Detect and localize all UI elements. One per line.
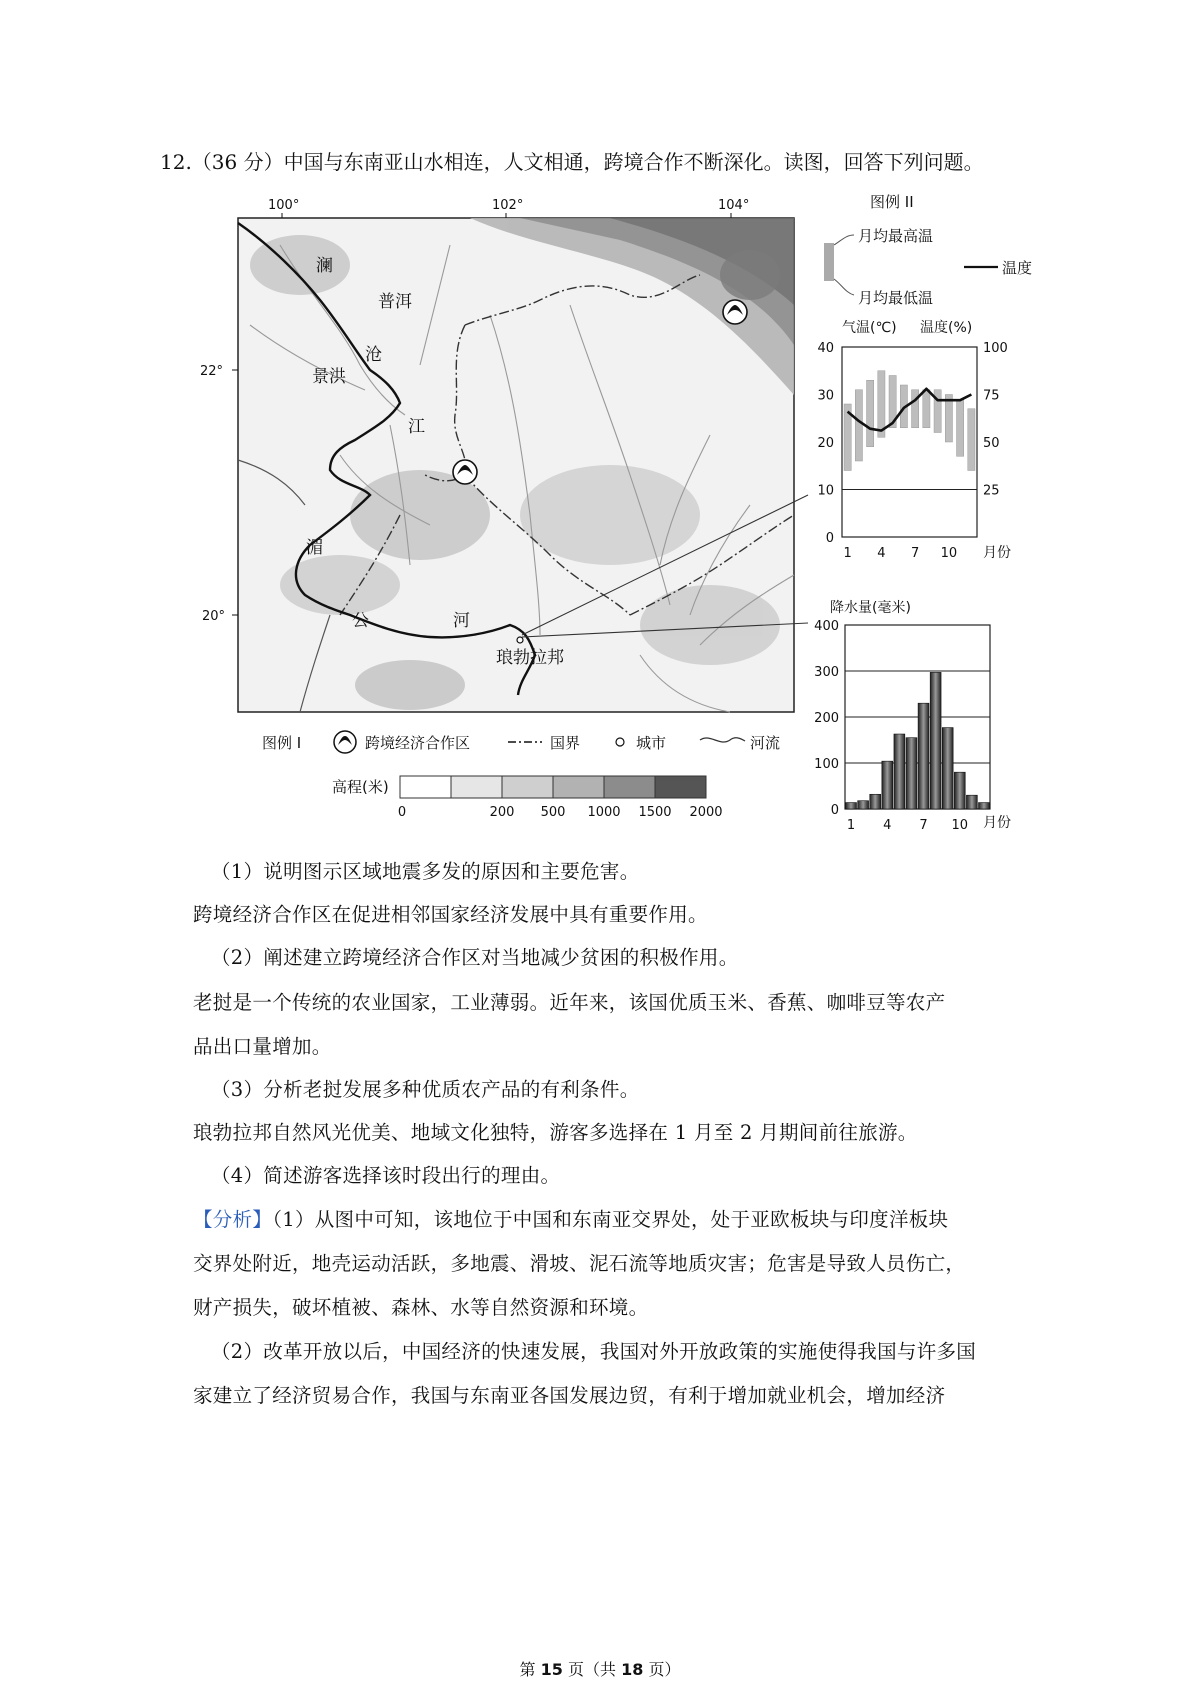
temp-range-bar: [923, 390, 930, 428]
analysis-1c: 财产损失，破坏植被、森林、水等自然资源和环境。: [193, 1296, 649, 1319]
figure: [190, 185, 1060, 835]
paragraph-1: 跨境经济合作区在促进相邻国家经济发展中具有重要作用。: [193, 903, 708, 926]
temp-ytick-left: 30: [817, 388, 834, 404]
temp-range-bar: [855, 390, 862, 461]
label-jiang: 江: [408, 417, 425, 437]
elevation-label: 高程(米): [332, 778, 389, 796]
precip-bar: [894, 734, 905, 809]
legend1-title: 图例 I: [262, 734, 302, 752]
precip-xtick: 10: [951, 818, 969, 833]
analysis-2a: （2）改革开放以后，中国经济的快速发展，我国对外开放政策的实施使得我国与许多国: [211, 1340, 977, 1363]
question-4: （4）简述游客选择该时段出行的理由。: [211, 1164, 561, 1187]
label-jinghong: 景洪: [312, 367, 346, 387]
lat-label: 22°: [200, 364, 224, 379]
temp-xtick: 1: [843, 546, 852, 561]
label-he: 河: [453, 611, 470, 631]
elevation-swatch: [400, 776, 451, 798]
temp-range-bar: [968, 409, 975, 471]
precip-title: 降水量(毫米): [830, 600, 911, 616]
temp-range-bar: [945, 395, 952, 443]
precip-xtick: 7: [919, 818, 928, 833]
elevation-scale: [398, 776, 723, 820]
precip-ytick: 0: [830, 803, 839, 818]
legend2-line: 温度: [1002, 259, 1033, 277]
temp-range-bar: [878, 371, 885, 438]
elevation-swatch: [451, 776, 502, 798]
question-3: （3）分析老挝发展多种优质农产品的有利条件。: [211, 1078, 640, 1101]
precip-bar: [870, 794, 881, 809]
question-header: 12.（36 分）中国与东南亚山水相连，人文相通，跨境合作不断深化。读图，回答下列问题。: [160, 150, 984, 174]
precip-xlabel: 月份: [983, 815, 1011, 831]
legend1-zone: 跨境经济合作区: [365, 734, 471, 752]
map: [200, 198, 808, 712]
temp-ylabel-left: 气温(℃): [842, 320, 897, 336]
temp-ylabel-right: 温度(%): [920, 320, 973, 336]
temp-range-bar: [912, 390, 919, 428]
precip-bar: [954, 772, 965, 809]
footer-mid: 页（共: [562, 1660, 622, 1679]
temp-range-bar: [867, 380, 874, 447]
temp-xtick: 4: [877, 546, 886, 561]
precip-ytick: 100: [814, 757, 839, 772]
legend-1: [262, 731, 780, 820]
temp-xtick: 10: [940, 546, 958, 561]
elevation-tick: 2000: [689, 805, 723, 820]
precip-bar: [918, 703, 929, 809]
analysis-1a-text: （1）从图中可知，该地位于中国和东南亚交界处，处于亚欧板块与印度洋板块: [272, 1208, 949, 1231]
elevation-swatch: [604, 776, 655, 798]
footer-page-number: 15: [540, 1660, 563, 1679]
lon-label: 100°: [268, 198, 300, 213]
legend2-min: 月均最低温: [858, 289, 934, 307]
temp-xtick: 7: [910, 546, 920, 561]
precip-bar: [846, 803, 857, 809]
precip-xtick: 1: [846, 818, 856, 833]
precip-bar: [882, 761, 893, 809]
precip-bar: [858, 801, 869, 809]
temperature-chart: [817, 319, 1011, 561]
legend1-border: 国界: [550, 734, 581, 752]
legend2-title: 图例 II: [870, 193, 914, 211]
paragraph-2a: 老挝是一个传统的农业国家，工业薄弱。近年来，该国优质玉米、香蕉、咖啡豆等农产: [193, 991, 946, 1014]
elevation-tick: 1000: [587, 805, 621, 820]
page-footer: [0, 1657, 1200, 1680]
elevation-tick: 500: [540, 805, 566, 820]
precip-bar: [979, 803, 990, 809]
legend1-river: 河流: [750, 734, 781, 752]
legend2-max: 月均最高温: [858, 227, 934, 245]
footer-post: 页）: [643, 1660, 681, 1679]
temp-ytick-right: 100: [983, 341, 1008, 356]
lon-label: 102°: [492, 198, 524, 213]
analysis-2b: 家建立了经济贸易合作，我国与东南亚各国发展边贸，有利于增加就业机会，增加经济: [193, 1384, 946, 1407]
precip-bar: [906, 738, 917, 809]
temp-xlabel: 月份: [983, 545, 1011, 561]
label-lan: 澜: [316, 256, 333, 276]
lat-label: 20°: [202, 609, 226, 624]
temp-ytick-left: 10: [817, 483, 834, 499]
precip-ytick: 200: [814, 711, 839, 726]
precip-bar: [966, 795, 977, 809]
legend-2: [824, 193, 1032, 307]
question-1: （1）说明图示区域地震多发的原因和主要危害。: [211, 860, 640, 883]
temp-ytick-right: 50: [983, 436, 1000, 451]
temp-range-icon: [824, 243, 834, 281]
analysis-tag: 【分析】: [193, 1208, 273, 1231]
elevation-tick: 0: [397, 805, 407, 820]
city-icon: [616, 738, 624, 746]
paragraph-2b: 品出口量增加。: [193, 1035, 332, 1058]
temp-ytick-left: 20: [817, 436, 834, 451]
lon-label: 104°: [718, 198, 750, 213]
legend1-city: 城市: [636, 734, 667, 752]
precip-ytick: 400: [814, 619, 839, 634]
label-puer: 普洱: [378, 292, 412, 312]
label-mei: 湄: [306, 538, 323, 558]
footer-page-total: 18: [621, 1660, 644, 1679]
analysis-1b: 交界处附近，地壳运动活跃，多地震、滑坡、泥石流等地质灾害；危害是导致人员伤亡，: [193, 1252, 966, 1275]
precip-xtick: 4: [883, 818, 892, 833]
paragraph-3: 琅勃拉邦自然风光优美、地域文化独特，游客多选择在 1 月至 2 月期间前往旅游。: [193, 1121, 918, 1144]
city-marker-langbo: [517, 637, 523, 643]
elevation-tick: 1500: [638, 805, 672, 820]
elevation-swatch: [553, 776, 604, 798]
temp-ytick-left: 40: [817, 341, 834, 356]
analysis-1a: [193, 1204, 948, 1232]
temp-ytick-left: 0: [825, 531, 834, 546]
temp-range-bar: [957, 399, 964, 456]
precip-ytick: 300: [814, 665, 839, 680]
elevation-swatch: [655, 776, 706, 798]
elevation-tick: 200: [489, 805, 515, 820]
question-2: （2）阐述建立跨境经济合作区对当地减少贫困的积极作用。: [211, 946, 739, 969]
precip-bar: [930, 672, 941, 809]
temp-line: [848, 389, 972, 431]
river-icon: [700, 738, 745, 742]
label-langbo: 琅勃拉邦: [496, 648, 564, 668]
label-cang: 沧: [365, 345, 382, 365]
cross-border-zone-icon: [723, 300, 747, 324]
temp-ytick-right: 25: [983, 483, 1000, 499]
precip-bar: [942, 728, 953, 809]
footer-pre: 第: [519, 1660, 541, 1679]
precipitation-chart: [814, 599, 1011, 833]
elevation-swatch: [502, 776, 553, 798]
cross-border-zone-icon: [453, 460, 477, 484]
cross-border-zone-icon: [334, 731, 356, 753]
label-gong: 公: [352, 611, 369, 631]
temp-ytick-right: 75: [983, 388, 1000, 404]
